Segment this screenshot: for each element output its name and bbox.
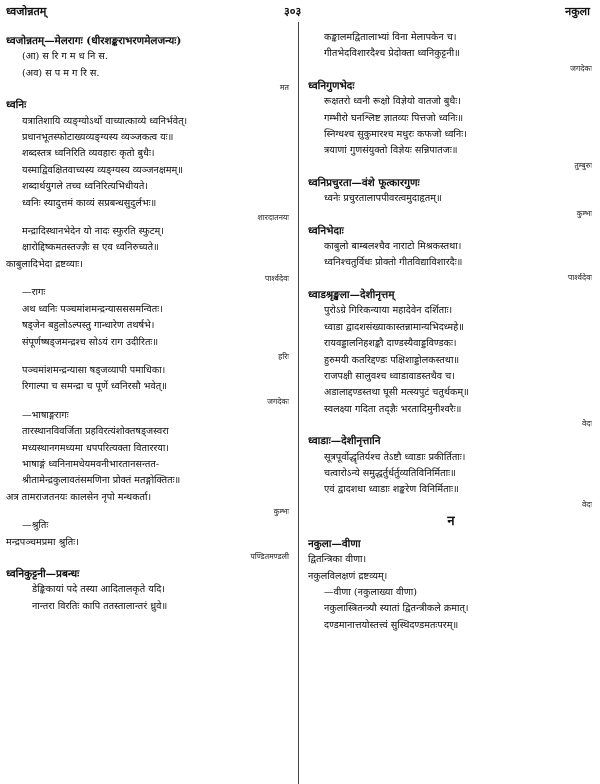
source-attribution: शारदातनयः xyxy=(257,213,289,223)
source-attribution: कुम्भः xyxy=(273,507,289,517)
verse-line: मन्द्रादिस्थानभेदेन यो नादः स्फुरति स्फुटम्। xyxy=(22,226,164,238)
verse-line: गम्भीरो घनश्लिष्ट ज्ञातव्यः पित्तजो ध्वनिः॥ xyxy=(324,112,464,124)
verse-line: नान्तरा विरतिः कापि ततस्तालान्तरं ध्रुवे॥ xyxy=(32,600,168,612)
verse-line: ध्वनेः प्रचुरतालापपीवरत्वमुदाहृतम्॥ xyxy=(324,193,442,205)
entry-heading: ध्वाडश्रृङ्खला—देशीनृत्तम् xyxy=(308,288,395,301)
verse-line: राजपक्षी सालुवश्च ध्वाडावाडस्तथैव च। xyxy=(324,370,455,382)
verse-line: —रागः xyxy=(22,287,46,299)
verse-line: श्रीतामेन्द्रकुलावतंसमणिना प्रोक्तं मतङ्गोक्तितः॥ xyxy=(22,475,181,487)
entry-heading: ध्वाडाः—देशीनृत्तानि xyxy=(308,435,381,448)
verse-line: यत्रातिशायि व्यङ्ग्योऽर्थो वाच्यात्काव्ये ध्वनिर्भवेत्। xyxy=(22,115,188,127)
text-line: काबुलादिभेदा द्रष्टव्याः। xyxy=(6,258,83,270)
verse-line: प्रधानभूतस्फोटाख्यव्यङ्ग्यस्य व्यञ्जकत्व यः॥ xyxy=(22,132,174,144)
source-attribution: वेदः xyxy=(581,499,592,509)
source-attribution: जगदेकः xyxy=(267,396,289,406)
verse-line: क्षारोद्दिष्कमतस्तज्ज्ञैः स एव ध्वनिरुच्यते॥ xyxy=(22,242,159,254)
verse-line: ध्वनिश्चतुर्विधः प्रोक्तो गीतविद्याविशारदैः॥ xyxy=(324,257,463,269)
source-attribution: पार्श्वदेवः xyxy=(567,272,592,282)
verse-line: डेङ्किकायां पदे तस्या आदितालकृते यदि। xyxy=(32,584,166,596)
verse-line: (आ) स रि ग म ध नि स. xyxy=(22,51,108,63)
verse-line: त्रयाणां गुणसंयुक्तो विज्ञेयः सन्निपातजः॥ xyxy=(324,145,458,157)
verse-line: रूक्षतरो ध्वनी रूक्षो विज्ञेयो वातजो बुधैः। xyxy=(324,96,461,108)
verse-line: रायवड्डालनिहशङ्कौ दाण्डस्यैवाड्डविण्डकः। xyxy=(324,338,457,350)
text-line: नकुलविलक्षणं द्रष्टव्यम्। xyxy=(308,570,388,582)
source-attribution: पण्डितमण्डली xyxy=(250,551,289,561)
verse-line: शब्दस्तत्र ध्वनिरिति व्यवहारः कृतो बुधैः। xyxy=(22,148,155,160)
entry-heading: ध्वनिः xyxy=(6,99,27,112)
text-line: अत्र तामराजतनयः कालसेन नृपो मन्थकर्ता। xyxy=(6,491,152,503)
source-attribution: जगदेकः xyxy=(570,63,592,73)
entry-heading: ध्वनिभेदाः xyxy=(308,224,344,237)
text-line: द्वितन्त्रिका वीणा। xyxy=(308,554,367,566)
verse-line: कङ्कालमद्वितालाभ्यां विना मेलापकेन च। xyxy=(324,32,457,43)
verse-line: ध्वनिः स्यादुत्तमं काव्यं सप्रबन्धसुदुर्लभः॥ xyxy=(22,197,157,209)
entry-heading: ध्वनिप्रचुरता—वंशे फूत्कारगुणः xyxy=(308,176,420,189)
verse-line: षड्जेन बहुलोऽल्पस्तु गान्धारेण तथर्षभे। xyxy=(22,320,155,332)
verse-line: पञ्चमांशमन्द्रन्यासा षड्जव्यापी पमाधिका। xyxy=(22,364,166,376)
verse-line: स्वलक्ष्या गदिता तद्ज्ञैः भरतादिमुनीश्वरैः॥ xyxy=(324,403,462,415)
verse-line: हुरुमयी कतरिद्दण्डः पक्षिशाड्डोलकस्तथा॥ xyxy=(324,354,460,366)
verse-line: गीतभेदविशारदैश्च प्रेदोक्ता ध्वनिकुट्टनी॥ xyxy=(324,48,460,60)
source-attribution: पार्श्वदेवः xyxy=(264,274,289,284)
source-attribution: मत xyxy=(279,83,289,93)
text-line: मन्द्रपञ्चमप्रमा श्रुतिः। xyxy=(6,536,79,548)
entry-heading: नकुला—वीणा xyxy=(308,537,361,550)
entry-heading: ध्वजोन्नतम्—मेलरागः (धीरशङ्कराभरणमेलजन्यः) xyxy=(6,35,182,47)
verse-line: एवं द्वादशधा ध्वाडाः शङ्करेण विनिर्मिताः॥ xyxy=(324,484,459,496)
section-letter: न xyxy=(447,513,455,529)
verse-line: मध्यस्थानगमध्यमा धपपरित्यक्ता विताररया। xyxy=(22,442,169,454)
verse-line: स्निग्धश्च सुकुमारश्च मधुरः कफजो ध्वनिः। xyxy=(324,129,467,141)
source-attribution: तुम्बुरुः xyxy=(574,160,592,170)
verse-line: सूत्रपूर्वोद्धृतिर्यश्च तेऽष्टौ ध्वाडाः प्रकीर्तिताः। xyxy=(324,451,466,463)
verse-line: चत्वारोऽन्ये समुद्धर्तुर्धर्तुव्यतिविनिर्मिताः॥ xyxy=(324,467,456,479)
running-head-left: ध्वजोन्नतम् xyxy=(6,5,47,18)
verse-line: काबुलो बाम्बलश्चैव नाराटो मिश्रकस्तथा। xyxy=(324,241,462,253)
verse-line: शब्दार्थयुगले तच्च ध्वनिरित्यभिधीयते। xyxy=(22,181,148,193)
verse-line: नकुलास्त्रितन्त्र्यौ स्यातां द्वितन्त्रीकले क्रमात्। xyxy=(324,603,469,615)
verse-line: दण्डमानात्तयोस्तत्त्वं सुस्थिदण्डमतःपरम्॥ xyxy=(324,619,459,631)
source-attribution: वेदः xyxy=(581,419,592,429)
running-head-right: नकुला xyxy=(565,5,590,18)
verse-line: —श्रुतिः xyxy=(22,520,49,532)
entry-heading: ध्वनिगुणभेदः xyxy=(308,79,355,92)
entry-heading: ध्वनिकुट्टनी—प्रबन्धः xyxy=(6,567,80,580)
verse-line: ध्वाडा द्वादशसंख्याकास्तन्नामान्यभिदध्महे॥ xyxy=(324,321,464,333)
verse-line: रिगाल्पा च समन्द्रा च पूर्णे ध्वनिरसौ भवेत्॥ xyxy=(22,381,167,393)
verse-line: अथ ध्वनिः पञ्चमांशमन्द्रन्यासससमन्वितः। xyxy=(22,303,163,315)
verse-line: —भाषाङ्गरागः xyxy=(22,409,69,421)
verse-line: —वीणा (नकुलाख्या वीणा) xyxy=(324,586,418,598)
verse-line: संपूर्णष्षड्जमन्द्रश्च सोऽयं राग उदीरितः॥ xyxy=(22,336,159,348)
page-number: ३०३ xyxy=(284,5,302,18)
right-column xyxy=(308,30,594,634)
verse-line: पुरोऽग्रे गिरिकन्याया महादेवेन दर्शिताः। xyxy=(324,305,453,317)
verse-line: तारस्थानविवर्जिता प्रहविरत्यंशोक्तषड्जस्वरा xyxy=(22,426,169,438)
source-attribution: हरिः xyxy=(278,351,289,361)
verse-line: भाषाङ्गं ध्वनिनामधेयमवनीभारतानसन्तत- xyxy=(22,458,160,470)
left-column xyxy=(6,30,291,615)
verse-line: (अव) स प म ग रि स. xyxy=(22,67,100,79)
column-divider xyxy=(298,22,299,784)
verse-line: यस्माद्विवक्षितवाच्यस्य व्यङ्ग्यस्य व्यञ्जनक्षमम्॥ xyxy=(22,164,183,176)
verse-line: अडालाद्दण्डस्तथा घूसी मत्स्यपुटं चतुर्थकम्॥ xyxy=(324,387,469,399)
source-attribution: कुम्भः xyxy=(576,208,592,218)
